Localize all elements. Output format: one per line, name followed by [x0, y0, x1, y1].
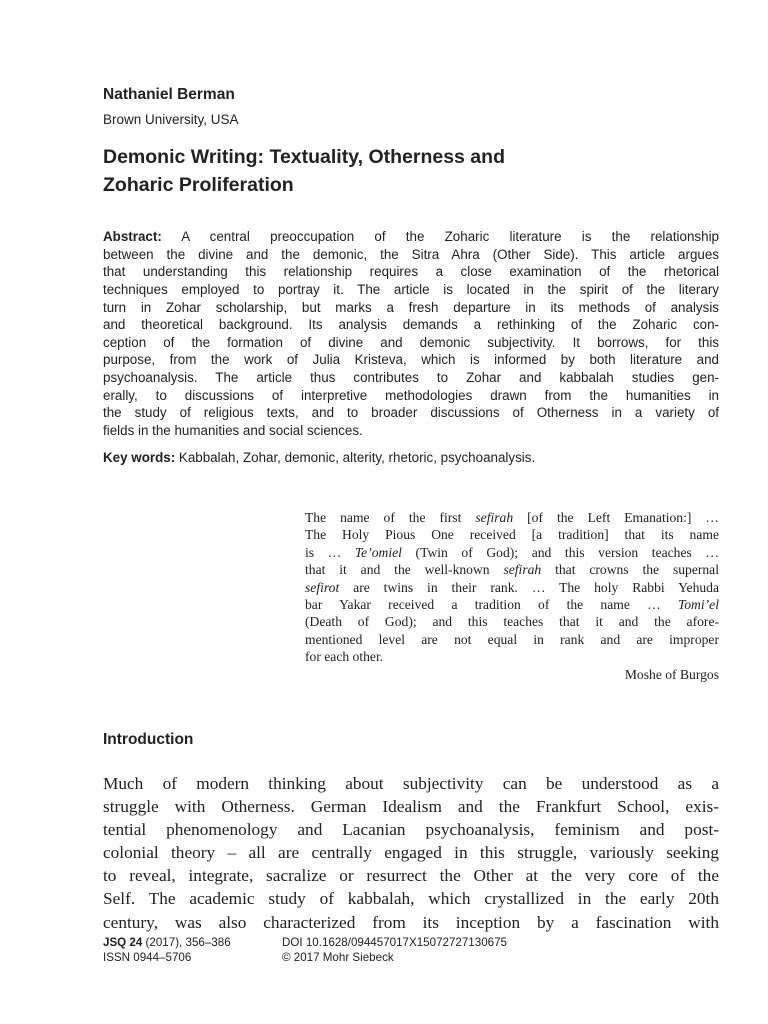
- body-line: Self. The academic study of kabbalah, which crystallized in the early 20th: [103, 889, 719, 909]
- keywords-label: Key words:: [103, 450, 176, 465]
- footer-citation-block: [103, 936, 283, 966]
- epigraph-text: are twins in their rank. … The holy Rabbi Yehuda: [339, 579, 719, 595]
- epigraph-line: [305, 561, 719, 578]
- epigraph-term: sefirah: [503, 562, 542, 578]
- section-heading-introduction: Introduction: [103, 731, 194, 748]
- footer-copyright: © 2017 Mohr Siebeck: [282, 950, 394, 964]
- epigraph-term: Tomi’el: [677, 596, 719, 612]
- epigraph-line: [305, 596, 719, 613]
- epigraph-line: (Death of God); and this teaches that it and the afore-: [305, 614, 719, 630]
- abstract-line: and theoretical background. Its analysis demands a rethinking of the Zoharic con-: [103, 317, 719, 333]
- author-affiliation: Brown University, USA: [103, 112, 239, 127]
- abstract-label: Abstract:: [103, 229, 162, 244]
- introduction-body: [103, 772, 719, 934]
- epigraph-line: mentioned level are not equal in rank and are improper: [305, 631, 719, 647]
- abstract-line: [103, 228, 719, 246]
- body-line: to reveal, integrate, sacralize or resurrect the Other at the very core of the: [103, 866, 719, 886]
- journal-citation: (2017), 356–386: [142, 936, 231, 949]
- footer-issn: ISSN 0944–5706: [103, 950, 192, 964]
- abstract-line: between the divine and the demonic, the Sitra Ahra (Other Side). This article argues: [103, 246, 719, 262]
- body-line: tential phenomenology and Lacanian psychoanalysis, feminism and post-: [103, 820, 719, 840]
- epigraph-text: (Twin of God); and this version teaches …: [401, 544, 719, 560]
- epigraph-attribution: Moshe of Burgos: [624, 666, 719, 682]
- body-line: struggle with Otherness. German Idealism and the Frankfurt School, exis-: [103, 797, 719, 817]
- body-line: Much of modern thinking about subjectivity can be understood as a: [103, 774, 719, 793]
- epigraph-text: is …: [305, 544, 355, 560]
- epigraph-text: that it and the well-known: [305, 562, 504, 578]
- footer-doi: DOI 10.1628/094457017X15072727130675: [282, 936, 507, 949]
- abstract-line: turn in Zohar scholarship, but marks a fresh departure in its methods of analysis: [103, 299, 719, 315]
- epigraph-text: bar Yakar received a tradition of the name …: [305, 596, 678, 612]
- abstract-line: that understanding this relationship requires a close examination of the rhetorical: [103, 264, 719, 280]
- article-title-line: Zoharic Proliferation: [103, 174, 294, 196]
- journal-name: JSQ 24: [103, 936, 143, 949]
- keywords: [103, 450, 719, 465]
- epigraph-term: Te’omiel: [354, 544, 402, 560]
- footer-doi-block: [282, 936, 712, 966]
- footer-citation: [103, 936, 283, 951]
- abstract: [103, 228, 719, 440]
- keywords-text: Kabbalah, Zohar, demonic, alterity, rhetoric, psychoanalysis.: [175, 450, 536, 465]
- article-title-line: Demonic Writing: Textuality, Otherness and: [103, 146, 505, 168]
- epigraph-line: [305, 544, 719, 561]
- abstract-line: psychoanalysis. The article thus contributes to Zohar and kabbalah studies gen-: [103, 370, 719, 386]
- article-page: [103, 0, 719, 1024]
- epigraph-text: The name of the first: [305, 510, 476, 525]
- epigraph-line: for each other.: [305, 649, 384, 665]
- epigraph-line: The Holy Pious One received [a tradition] that its name: [305, 527, 719, 543]
- article-title: [103, 143, 719, 199]
- epigraph-term: sefirot: [305, 579, 340, 595]
- epigraph: [305, 509, 719, 683]
- abstract-line: techniques employed to portray it. The article is located in the spirit of the literary: [103, 281, 719, 297]
- epigraph-text: [of the Left Emanation:] …: [513, 510, 719, 525]
- author-name: Nathaniel Berman: [103, 86, 235, 103]
- epigraph-term: sefirah: [475, 510, 514, 525]
- abstract-line: erally, to discussions of interpretive methodologies drawn from the humanities in: [103, 387, 719, 403]
- abstract-line: the study of religious texts, and to broader discussions of Otherness in a variety of: [103, 405, 719, 421]
- body-line: colonial theory – all are centrally engaged in this struggle, variously seeking: [103, 843, 719, 863]
- epigraph-line: [305, 579, 719, 596]
- abstract-text: A central preoccupation of the Zoharic literature is the relationship: [161, 229, 719, 244]
- abstract-line: ception of the formation of divine and demonic subjectivity. It borrows, for this: [103, 334, 719, 350]
- abstract-line: fields in the humanities and social sciences.: [103, 423, 363, 439]
- body-line: century, was also characterized from its inception by a fascination with: [103, 912, 719, 932]
- epigraph-text: that crowns the supernal: [541, 562, 719, 578]
- epigraph-line: [305, 509, 719, 526]
- abstract-line: purpose, from the work of Julia Kristeva, which is informed by both literature and: [103, 352, 719, 368]
